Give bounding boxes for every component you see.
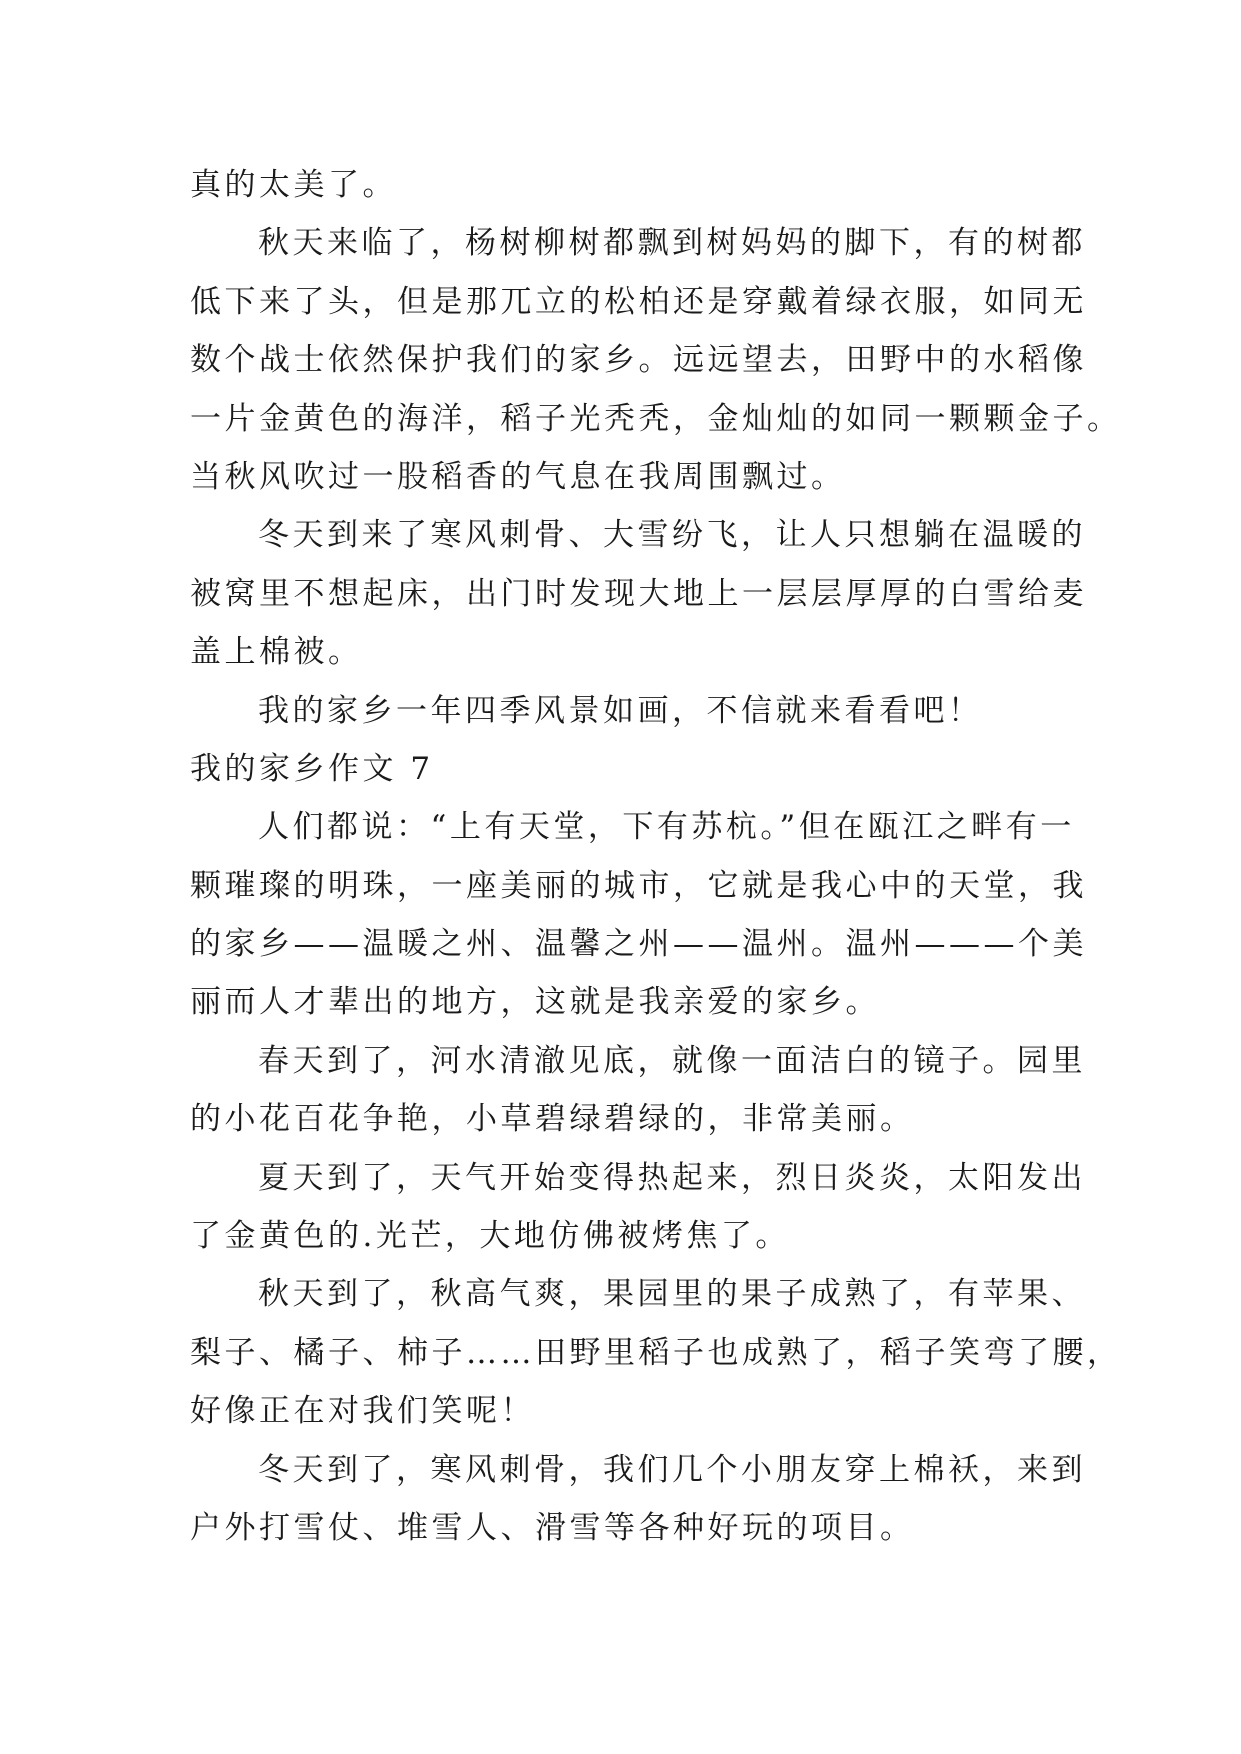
text-line: 的家乡——温暖之州、温馨之州——温州。温州———个美 <box>190 926 1087 963</box>
text-line: 春天到了，河水清澈见底，就像一面洁白的镜子。园里 <box>258 1042 1086 1079</box>
text-line: 我的家乡一年四季风景如画，不信就来看看吧！ <box>258 692 983 729</box>
text-line: 一片金黄色的海洋，稻子光秃秃，金灿灿的如同一颗颗金子。 <box>190 400 1122 437</box>
text-line: 户外打雪仗、堆雪人、滑雪等各种好玩的项目。 <box>190 1509 915 1546</box>
text-line: 梨子、橘子、柿子……田野里稻子也成熟了，稻子笑弯了腰， <box>190 1334 1122 1371</box>
text-line: 数个战士依然保护我们的家乡。远远望去，田野中的水稻像 <box>190 342 1087 379</box>
text-line: 好像正在对我们笑呢！ <box>190 1393 535 1430</box>
text-line: 秋天到了，秋高气爽，果园里的果子成熟了，有苹果、 <box>258 1276 1086 1313</box>
text-line: 丽而人才辈出的地方，这就是我亲爱的家乡。 <box>190 984 880 1021</box>
text-line: 盖上棉被。 <box>190 634 363 671</box>
text-line: 当秋风吹过一股稻香的气息在我周围飘过。 <box>190 458 846 495</box>
text-line: 的小花百花争艳，小草碧绿碧绿的，非常美丽。 <box>190 1101 915 1138</box>
text-line: 了金黄色的.光芒，大地仿佛被烤焦了。 <box>190 1218 790 1255</box>
section-heading: 我的家乡作文 7 <box>190 750 434 787</box>
text-line: 冬天到来了寒风刺骨、大雪纷飞，让人只想躺在温暖的 <box>258 517 1086 554</box>
text-line: 夏天到了，天气开始变得热起来，烈日炎炎，太阳发出 <box>258 1159 1086 1196</box>
text-line: 颗璀璨的明珠，一座美丽的城市，它就是我心中的天堂，我 <box>190 867 1087 904</box>
text-line: 秋天来临了，杨树柳树都飘到树妈妈的脚下，有的树都 <box>258 225 1086 262</box>
text-line: 真的太美了。 <box>190 167 397 203</box>
text-line: 人们都说：“上有天堂，下有苏杭。”但在瓯江之畔有一 <box>258 809 1075 846</box>
text-line: 被窝里不想起床，出门时发现大地上一层层厚厚的白雪给麦 <box>190 575 1087 612</box>
text-line: 冬天到了，寒风刺骨，我们几个小朋友穿上棉袄，来到 <box>258 1451 1086 1488</box>
text-line: 低下来了头，但是那兀立的松柏还是穿戴着绿衣服，如同无 <box>190 283 1087 320</box>
document-body <box>190 156 1122 1557</box>
